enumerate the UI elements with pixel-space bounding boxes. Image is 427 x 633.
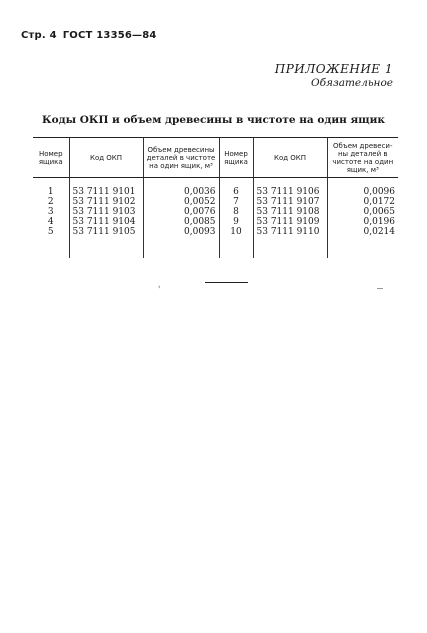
appendix-block [275,62,393,90]
col-header-volume: Объем древесины деталей в чистоте на один ящик, м³ [327,138,398,178]
okp-code: 53 7111 9106 [253,187,327,197]
box-number: 8 [219,207,253,217]
wood-volume: 0,0085 [143,217,219,227]
standard-number: ГОСТ 13356—84 [62,30,157,41]
col-header-box-number: Номер ящика [33,138,69,178]
box-number: 1 [47,187,54,197]
col-header-okp-code: Код ОКП [253,138,327,178]
okp-code: 53 7111 9101 [69,187,143,197]
wood-volume: 0,0093 [143,227,219,237]
okp-code: 53 7111 9109 [253,217,327,227]
box-number: 6 [219,187,253,197]
table-row [33,187,398,197]
col-header-box-number: Номер ящика [219,138,253,178]
wood-volume: 0,0076 [143,207,219,217]
wood-volume: 0,0036 [143,187,219,197]
table-title: Коды ОКП и объем древесины в чистоте на один ящик [42,114,385,126]
okp-code: 53 7111 9105 [69,227,143,237]
appendix-subtitle: Обязательное [311,77,393,89]
wood-volume: 0,0196 [327,217,398,227]
page-header [21,30,157,41]
wood-volume: 0,0172 [327,197,398,207]
box-number: 3 [47,207,54,217]
box-number: 4 [47,217,54,227]
wood-volume: 0,0096 [327,187,398,197]
appendix-title: ПРИЛОЖЕНИЕ 1 [274,62,393,76]
wood-volume: 0,0214 [327,227,398,237]
col-header-okp-code: Код ОКП [69,138,143,178]
box-number: 2 [47,197,54,207]
col-header-volume: Объем древесины деталей в чистоте на один ящик, м³ [143,138,219,178]
table-row [33,217,398,227]
page-number: Стр. 4 [21,30,57,41]
box-number: 7 [219,197,253,207]
wood-volume: 0,0052 [143,197,219,207]
table-tail-row [33,237,398,258]
okp-code: 53 7111 9103 [69,207,143,217]
table-row [33,207,398,217]
table-row [33,197,398,207]
box-number: 10 [219,227,253,237]
wood-volume: 0,0065 [327,207,398,217]
table-spacer-row [33,178,398,188]
okp-table [33,137,398,258]
okp-code: 53 7111 9104 [69,217,143,227]
okp-code: 53 7111 9107 [253,197,327,207]
box-number: 5 [47,227,54,237]
table-header-row [33,138,398,178]
scan-mark: ‹ [158,283,161,291]
box-number: 9 [219,217,253,227]
table-row [33,227,398,237]
end-rule [205,282,248,283]
okp-code: 53 7111 9110 [253,227,327,237]
okp-code: 53 7111 9108 [253,207,327,217]
scan-dash [377,288,383,289]
okp-code: 53 7111 9102 [69,197,143,207]
